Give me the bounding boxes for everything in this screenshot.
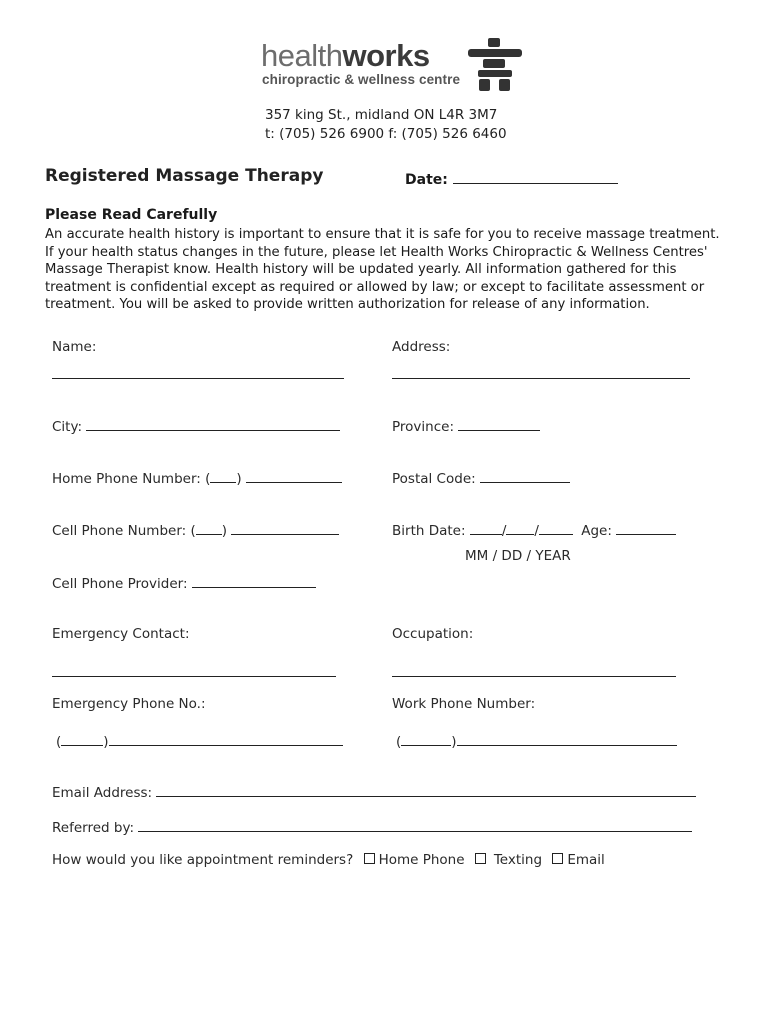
cell-provider-line[interactable] (192, 574, 316, 588)
logo-word-bold: works (342, 38, 430, 73)
occupation-line[interactable] (392, 676, 676, 677)
postal-code-field[interactable] (392, 469, 570, 487)
postal-code-label: Postal Code: (392, 471, 476, 487)
city-line[interactable] (86, 417, 340, 431)
cell-phone-label: Cell Phone Number: (52, 523, 187, 539)
home-phone-line[interactable] (246, 469, 342, 483)
province-field[interactable] (392, 417, 540, 435)
age-line[interactable] (616, 521, 676, 535)
address-line[interactable] (392, 378, 690, 379)
email-field[interactable] (52, 783, 696, 801)
city-label: City: (52, 419, 83, 435)
home-phone-checkbox[interactable] (364, 853, 375, 864)
texting-checkbox[interactable] (475, 853, 486, 864)
birth-date-field[interactable]: Birth Date: / / Age: (392, 521, 676, 539)
notice-line: An accurate health history is important to ensure that it is safe for you to receive massage treatment. (45, 227, 720, 242)
date-label: Date: (405, 172, 448, 188)
email-label: Email Address: (52, 785, 153, 801)
clinic-phones: t: (705) 526 6900 f: (705) 526 6460 (265, 126, 507, 142)
referred-by-label: Referred by: (52, 820, 134, 836)
emergency-phone-area-line[interactable] (61, 732, 103, 746)
cell-phone-field[interactable]: Cell Phone Number: ( ) (52, 521, 339, 539)
work-phone-line[interactable] (457, 732, 677, 746)
emergency-contact-label: Emergency Contact: (52, 626, 190, 642)
birth-month-line[interactable] (470, 521, 502, 535)
notice-text (45, 226, 735, 314)
cell-provider-field[interactable] (52, 574, 316, 592)
date-line[interactable] (453, 170, 618, 184)
referred-by-field[interactable] (52, 818, 692, 836)
work-phone-line-field[interactable]: ( ) (396, 732, 677, 750)
birth-day-line[interactable] (506, 521, 534, 535)
home-phone-field[interactable]: Home Phone Number: ( ) (52, 469, 342, 487)
reminders-row (52, 852, 605, 868)
email-checkbox[interactable] (552, 853, 563, 864)
emergency-phone-line[interactable] (109, 732, 343, 746)
logo-wordmark (261, 38, 430, 74)
date-field[interactable] (405, 170, 618, 188)
reminders-question: How would you like appointment reminders? (52, 852, 354, 868)
address-label: Address: (392, 339, 451, 355)
cell-provider-label: Cell Phone Provider: (52, 576, 188, 592)
province-line[interactable] (458, 417, 540, 431)
birth-date-label: Birth Date: (392, 523, 466, 539)
birth-year-line[interactable] (539, 521, 573, 535)
emergency-contact-line[interactable] (52, 676, 336, 677)
notice-heading: Please Read Carefully (45, 207, 218, 223)
work-phone-area-line[interactable] (401, 732, 451, 746)
notice-line: If your health status changes in the future, please let Health Works Chiropractic & Wellness Centres' (45, 244, 708, 260)
form-title: Registered Massage Therapy (45, 166, 324, 186)
notice-line: Massage Therapist know. Health history will be updated yearly. All information gathered for this (45, 262, 677, 277)
email-option-label: Email (567, 852, 605, 868)
name-label: Name: (52, 339, 97, 355)
notice-line: treatment. You will be asked to provide written authorization for release of any information. (45, 297, 650, 312)
age-label: Age: (581, 523, 612, 539)
texting-option-label: Texting (493, 852, 543, 868)
name-line[interactable] (52, 378, 344, 379)
city-field[interactable] (52, 417, 340, 435)
cell-phone-area-line[interactable] (196, 521, 222, 535)
cell-phone-line[interactable] (231, 521, 339, 535)
inukshuk-icon (466, 36, 524, 92)
occupation-label: Occupation: (392, 626, 474, 642)
emergency-phone-line-field[interactable]: ( ) (56, 732, 343, 750)
referred-by-line[interactable] (138, 818, 692, 832)
clinic-address: 357 king St., midland ON L4R 3M7 (265, 107, 498, 123)
email-line[interactable] (156, 783, 696, 797)
work-phone-label: Work Phone Number: (392, 696, 536, 712)
home-phone-area-line[interactable] (210, 469, 236, 483)
notice-line: treatment is confidential except as required or allowed by law; or except to facilitate assessment or (45, 279, 705, 295)
logo-word-light: health (261, 38, 343, 73)
logo-subtitle: chiropractic & wellness centre (262, 72, 461, 87)
postal-code-line[interactable] (480, 469, 570, 483)
home-phone-label: Home Phone Number: (52, 471, 201, 487)
province-label: Province: (392, 419, 454, 435)
date-format-hint: MM / DD / YEAR (465, 548, 571, 564)
home-phone-option-label: Home Phone (378, 852, 465, 868)
emergency-phone-label: Emergency Phone No.: (52, 696, 206, 712)
